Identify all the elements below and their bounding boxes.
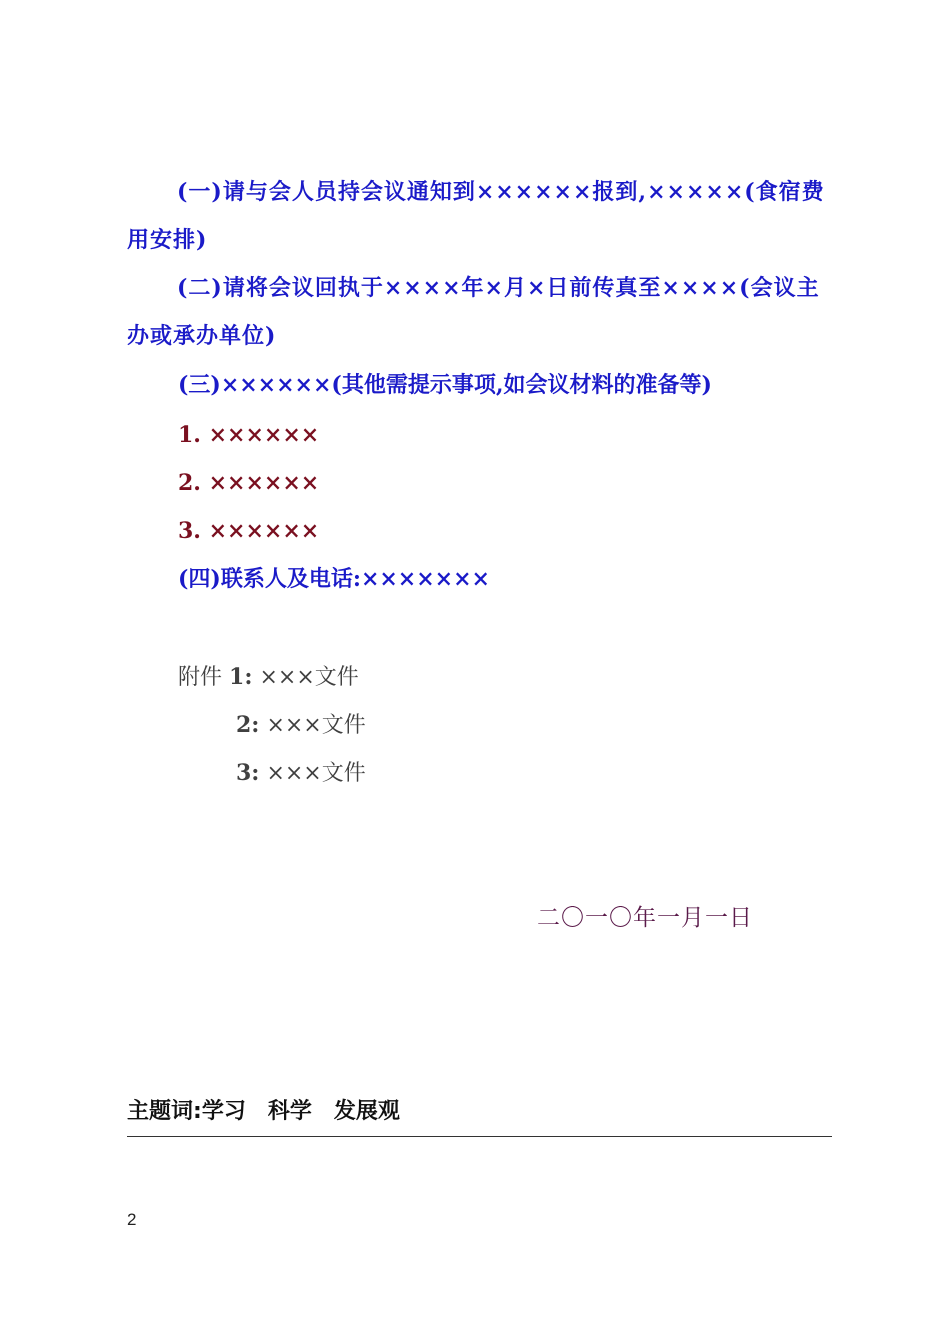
keyword-term: 学习 [201, 1099, 246, 1124]
contact-info: (四)联系人及电话:××××××× [178, 566, 490, 592]
attachment-label: 附件 [178, 665, 223, 690]
notice-item-3: (三)××××××(其他需提示事项,如会议材料的准备等) [178, 372, 712, 398]
attachment-text: ×××文件 [266, 713, 366, 738]
keyword-term: 发展观 [333, 1099, 400, 1124]
document-date: 二〇一〇年一月一日 [537, 905, 753, 931]
attachment-line-1 [178, 662, 359, 693]
attachment-line-2 [236, 710, 366, 741]
subject-keywords [127, 1096, 400, 1128]
attachment-num: 1: [229, 664, 253, 690]
attachment-num: 3: [236, 760, 260, 786]
page-number: 2 [127, 1210, 137, 1229]
keyword-term: 科学 [267, 1099, 312, 1124]
sub-item-2: 2. ×××××× [178, 470, 320, 496]
notice-item-1: (一)请与会人员持会议通知到××××××报到,×××××(食宿费用安排) [127, 179, 825, 253]
sub-item-1: 1. ×××××× [178, 422, 320, 448]
attachment-text: ×××文件 [266, 761, 366, 786]
sub-item-3: 3. ×××××× [178, 518, 320, 544]
divider-line [127, 1136, 832, 1137]
attachment-line-3 [236, 758, 366, 789]
attachment-text: ×××文件 [259, 665, 359, 690]
keywords-label: 主题词: [127, 1099, 202, 1124]
attachment-num: 2: [236, 712, 260, 738]
notice-item-2: (二)请将会议回执于××××年×月×日前传真至××××(会议主办或承办单位) [127, 275, 820, 349]
